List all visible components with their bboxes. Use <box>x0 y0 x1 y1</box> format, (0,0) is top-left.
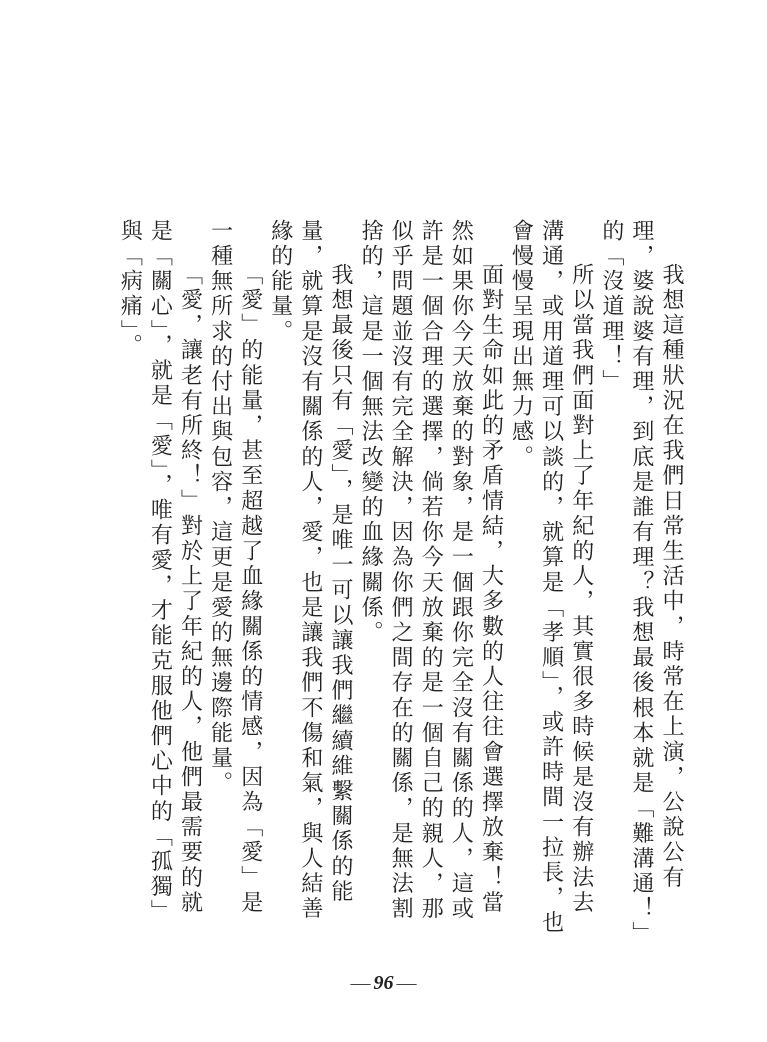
paragraph-4: 我想最後只有「愛」，是唯一可以讓我們繼續維繫關係的能量，就算是沒有關係的人，愛，也是讓我們不傷和氣，與人結善緣的能量。 <box>267 219 353 922</box>
paragraph-1: 我想這種狀況在我們日常生活中，時常在上演，公說公有理，婆說婆有理，到底是誰有理？我想最後根本就是「難溝通！」的「沒道理！」 <box>598 219 684 936</box>
paragraph-2: 所以當我們面對上了年紀的人，其實很多時候是沒有辦法去溝通，或用道理可以談的，就算是「孝順」，或許時間一拉長，也會慢慢呈現出無力感。 <box>508 219 594 936</box>
vertical-text-body <box>114 219 686 939</box>
paragraph-3: 面對生命如此的矛盾情結，大多數的人往往會選擇放棄！當然如果你今天放棄的對象，是一個跟你完全沒有關係的人，這或許是一個合理的選擇，倘若你今天放棄的是一個自己的親人，那似乎問題並沒有完全解決，因為你們之間存在的關係，是無法割捨的，這是一個無法改變的血緣關係。 <box>358 219 504 922</box>
paragraph-6: 「愛，讓老有所終！」對於上了年紀的人，他們最需要的就是「關心」，就是「愛」，唯有愛，才能克服他們心中的「孤獨」與「病痛」。 <box>117 219 203 925</box>
paragraph-5: 「愛」的能量，甚至超越了血緣關係的情感，因為「愛」是一種無所求的付出與包容，這更是愛的無邊際能量。 <box>207 219 263 916</box>
page-number-footer <box>0 972 767 995</box>
page-number-dash-left: — <box>350 972 371 994</box>
page-number: 96 <box>373 972 394 994</box>
page-number-dash-right: — <box>396 972 417 994</box>
